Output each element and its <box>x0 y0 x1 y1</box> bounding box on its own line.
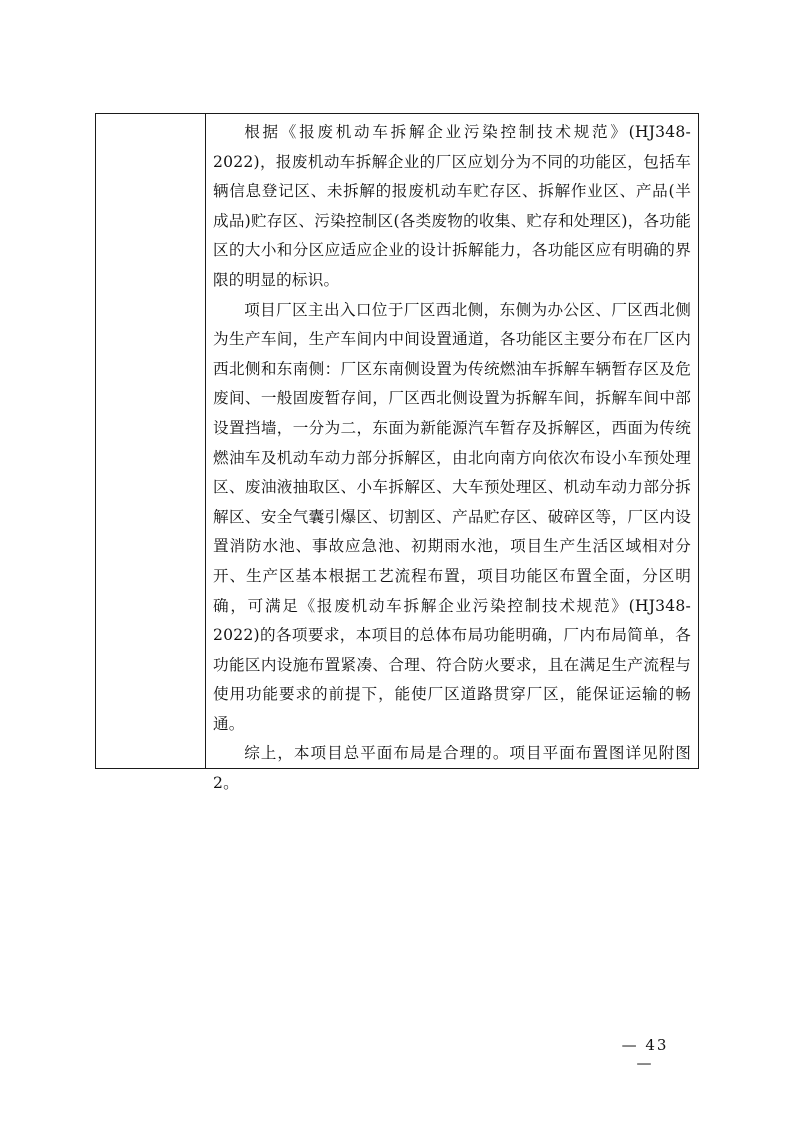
page-number: — 43 — <box>621 1036 669 1072</box>
content-table <box>95 113 699 793</box>
table-text-cell <box>213 118 691 799</box>
table-column-divider <box>205 114 206 768</box>
paragraph-site-layout: 项目厂区主出入口位于厂区西北侧，东侧为办公区、厂区西北侧为生产车间，生产车间内中间设置通道，各功能区主要分布在厂区内西北侧和东南侧：厂区东南侧设置为传统燃油车拆解车辆暂存区及危废间、一般固废暂存间，厂区西北侧设置为拆解车间，拆解车间中部设置挡墙，一分为二，东面为新能源汽车暂存及拆解区，西面为传统燃油车及机动车动力部分拆解区，由北向南方向依次布设小车预处理区、废油液抽取区、小车拆解区、大车预处理区、机动车动力部分拆解区、安全气囊引爆区、切割区、产品贮存区、破碎区等，厂区内设置消防水池、事故应急池、初期雨水池，项目生产生活区域相对分开、生产区基本根据工艺流程布置，项目功能区布置全面，分区明确，可满足《报废机动车拆解企业污染控制技术规范》(HJ348-2022)的各项要求，本项目的总体布局功能明确，厂内布局简单，各功能区内设施布置紧凑、合理、符合防火要求，且在满足生产流程与使用功能要求的前提下，能使厂区道路贯穿厂区，能保证运输的畅通。 <box>213 300 691 733</box>
paragraph-functional-zones: 根据《报废机动车拆解企业污染控制技术规范》(HJ348-2022)，报废机动车拆解企业的厂区应划分为不同的功能区，包括车辆信息登记区、未拆解的报废机动车贮存区、拆解作业区、产品(半成品)贮存区、污染控制区(各类废物的收集、贮存和处理区)，各功能区的大小和分区应适应企业的设计拆解能力，各功能区应有明确的界限的明显的标识。 <box>213 123 691 289</box>
paragraph-conclusion: 综上，本项目总平面布局是合理的。项目平面布置图详见附图 2。 <box>213 744 691 793</box>
